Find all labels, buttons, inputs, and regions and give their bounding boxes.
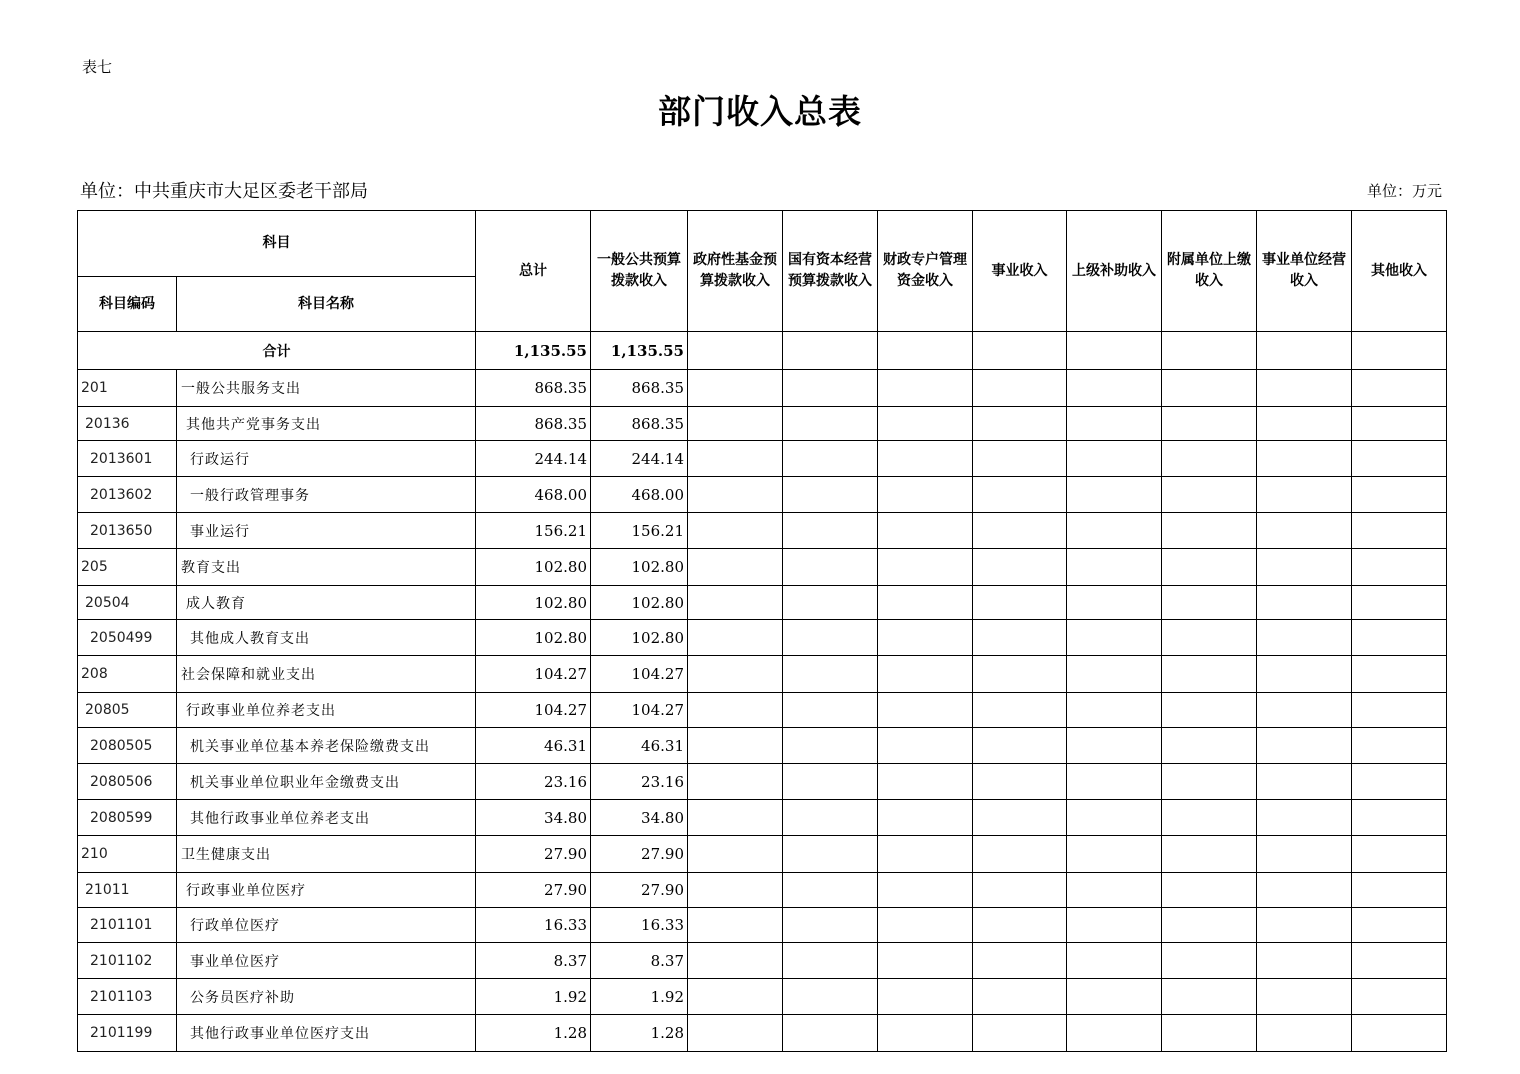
empty-cell [1352, 332, 1447, 370]
empty-cell [1352, 979, 1447, 1015]
row-total: 156.21 [476, 513, 591, 549]
empty-cell [1352, 477, 1447, 513]
empty-cell [1257, 728, 1352, 764]
empty-cell [1352, 873, 1447, 908]
empty-cell [688, 943, 783, 979]
empty-cell [1067, 728, 1162, 764]
empty-cell [1067, 873, 1162, 908]
empty-cell [688, 586, 783, 620]
empty-cell [1352, 407, 1447, 441]
row-total: 27.90 [476, 873, 591, 908]
empty-cell [783, 656, 878, 693]
unit-label: 单位：万元 [1366, 182, 1442, 200]
subject-name: 一般行政管理事务 [177, 477, 476, 513]
subject-code: 20504 [78, 586, 177, 620]
empty-cell [878, 370, 973, 407]
subject-name: 事业运行 [177, 513, 476, 549]
table-row [78, 873, 1447, 908]
empty-cell [688, 728, 783, 764]
empty-cell [783, 407, 878, 441]
empty-cell [1162, 943, 1257, 979]
header-row-1 [78, 211, 1447, 277]
empty-cell [783, 728, 878, 764]
empty-cell [878, 873, 973, 908]
empty-cell [783, 693, 878, 728]
empty-cell [878, 836, 973, 873]
empty-cell [783, 908, 878, 943]
total-row-general: 1,135.55 [591, 332, 688, 370]
empty-cell [973, 943, 1067, 979]
empty-cell [1162, 513, 1257, 549]
empty-cell [688, 873, 783, 908]
row-general-budget: 244.14 [591, 441, 688, 477]
empty-cell [1257, 549, 1352, 586]
empty-cell [1162, 620, 1257, 656]
empty-cell [1067, 764, 1162, 800]
empty-cell [973, 836, 1067, 873]
empty-cell [1162, 370, 1257, 407]
empty-cell [1162, 693, 1257, 728]
subject-code: 2080506 [78, 764, 177, 800]
subject-code: 2101199 [78, 1015, 177, 1052]
empty-cell [1257, 513, 1352, 549]
empty-cell [1162, 979, 1257, 1015]
empty-cell [1352, 441, 1447, 477]
empty-cell [1257, 407, 1352, 441]
empty-cell [1352, 836, 1447, 873]
row-general-budget: 46.31 [591, 728, 688, 764]
subject-name: 事业单位医疗 [177, 943, 476, 979]
empty-cell [878, 586, 973, 620]
table-row [78, 979, 1447, 1015]
empty-cell [1162, 1015, 1257, 1052]
row-general-budget: 104.27 [591, 656, 688, 693]
table-row [78, 586, 1447, 620]
empty-cell [688, 549, 783, 586]
table-row [78, 407, 1447, 441]
empty-cell [1352, 764, 1447, 800]
empty-cell [878, 656, 973, 693]
header-other-income: 其他收入 [1352, 211, 1447, 332]
empty-cell [1067, 979, 1162, 1015]
subject-name: 行政事业单位养老支出 [177, 693, 476, 728]
empty-cell [1257, 908, 1352, 943]
empty-cell [1067, 477, 1162, 513]
empty-cell [973, 656, 1067, 693]
empty-cell [1257, 586, 1352, 620]
total-row-total: 1,135.55 [476, 332, 591, 370]
subject-code: 210 [78, 836, 177, 873]
empty-cell [973, 764, 1067, 800]
empty-cell [1067, 1015, 1162, 1052]
empty-cell [1352, 1015, 1447, 1052]
subject-code: 205 [78, 549, 177, 586]
table-row [78, 908, 1447, 943]
empty-cell [1257, 620, 1352, 656]
subject-name: 一般公共服务支出 [177, 370, 476, 407]
empty-cell [1067, 800, 1162, 836]
empty-cell [688, 332, 783, 370]
empty-cell [1257, 1015, 1352, 1052]
subject-code: 2101102 [78, 943, 177, 979]
subject-name: 其他成人教育支出 [177, 620, 476, 656]
empty-cell [688, 764, 783, 800]
subject-name: 教育支出 [177, 549, 476, 586]
empty-cell [1352, 656, 1447, 693]
empty-cell [1067, 513, 1162, 549]
subject-code: 21011 [78, 873, 177, 908]
table-row [78, 836, 1447, 873]
row-total: 46.31 [476, 728, 591, 764]
row-general-budget: 1.92 [591, 979, 688, 1015]
empty-cell [783, 1015, 878, 1052]
empty-cell [688, 836, 783, 873]
empty-cell [878, 728, 973, 764]
empty-cell [783, 549, 878, 586]
empty-cell [783, 620, 878, 656]
empty-cell [1352, 908, 1447, 943]
empty-cell [1162, 800, 1257, 836]
empty-cell [783, 477, 878, 513]
table-row [78, 1015, 1447, 1052]
row-general-budget: 27.90 [591, 873, 688, 908]
empty-cell [878, 908, 973, 943]
row-total: 102.80 [476, 586, 591, 620]
row-general-budget: 156.21 [591, 513, 688, 549]
empty-cell [973, 586, 1067, 620]
empty-cell [973, 873, 1067, 908]
empty-cell [1162, 873, 1257, 908]
empty-cell [878, 441, 973, 477]
subject-code: 2101103 [78, 979, 177, 1015]
empty-cell [783, 513, 878, 549]
empty-cell [1067, 586, 1162, 620]
organization-label: 单位：中共重庆市大足区委老干部局 [80, 181, 368, 202]
empty-cell [688, 1015, 783, 1052]
empty-cell [1162, 407, 1257, 441]
row-general-budget: 16.33 [591, 908, 688, 943]
empty-cell [973, 441, 1067, 477]
empty-cell [1162, 728, 1257, 764]
subject-code: 208 [78, 656, 177, 693]
subject-code: 2050499 [78, 620, 177, 656]
empty-cell [1067, 407, 1162, 441]
row-total: 104.27 [476, 693, 591, 728]
empty-cell [1257, 979, 1352, 1015]
empty-cell [688, 407, 783, 441]
empty-cell [1067, 549, 1162, 586]
empty-cell [1067, 693, 1162, 728]
empty-cell [783, 943, 878, 979]
table-row [78, 620, 1447, 656]
row-total: 868.35 [476, 370, 591, 407]
empty-cell [783, 586, 878, 620]
subject-name: 社会保障和就业支出 [177, 656, 476, 693]
empty-cell [1067, 441, 1162, 477]
subject-name: 其他共产党事务支出 [177, 407, 476, 441]
empty-cell [973, 800, 1067, 836]
header-name: 科目名称 [177, 277, 476, 332]
empty-cell [1352, 513, 1447, 549]
empty-cell [878, 800, 973, 836]
empty-cell [1257, 477, 1352, 513]
row-general-budget: 102.80 [591, 586, 688, 620]
subject-code: 2013601 [78, 441, 177, 477]
empty-cell [688, 979, 783, 1015]
subject-name: 公务员医疗补助 [177, 979, 476, 1015]
empty-cell [1257, 441, 1352, 477]
empty-cell [878, 549, 973, 586]
empty-cell [973, 513, 1067, 549]
empty-cell [973, 370, 1067, 407]
empty-cell [1067, 908, 1162, 943]
row-general-budget: 102.80 [591, 620, 688, 656]
empty-cell [1162, 586, 1257, 620]
empty-cell [1257, 800, 1352, 836]
subject-code: 201 [78, 370, 177, 407]
subject-name: 卫生健康支出 [177, 836, 476, 873]
empty-cell [688, 513, 783, 549]
row-total: 102.80 [476, 549, 591, 586]
header-special-fund: 财政专户管理资金收入 [878, 211, 973, 332]
empty-cell [1352, 620, 1447, 656]
empty-cell [1067, 332, 1162, 370]
subject-name: 行政单位医疗 [177, 908, 476, 943]
header-general-budget: 一般公共预算拨款收入 [591, 211, 688, 332]
row-general-budget: 23.16 [591, 764, 688, 800]
empty-cell [878, 979, 973, 1015]
empty-cell [688, 800, 783, 836]
row-total: 34.80 [476, 800, 591, 836]
empty-cell [973, 332, 1067, 370]
empty-cell [878, 693, 973, 728]
empty-cell [1257, 332, 1352, 370]
empty-cell [1352, 800, 1447, 836]
empty-cell [1352, 728, 1447, 764]
empty-cell [783, 836, 878, 873]
subject-code: 2101101 [78, 908, 177, 943]
empty-cell [973, 728, 1067, 764]
table-row [78, 693, 1447, 728]
empty-cell [973, 620, 1067, 656]
empty-cell [1067, 656, 1162, 693]
header-superior-subsidy: 上级补助收入 [1067, 211, 1162, 332]
empty-cell [1162, 549, 1257, 586]
row-total: 468.00 [476, 477, 591, 513]
empty-cell [1162, 477, 1257, 513]
empty-cell [973, 979, 1067, 1015]
empty-cell [688, 693, 783, 728]
empty-cell [688, 370, 783, 407]
header-subject: 科目 [78, 211, 476, 277]
table-row [78, 441, 1447, 477]
empty-cell [1162, 908, 1257, 943]
empty-cell [878, 620, 973, 656]
empty-cell [783, 979, 878, 1015]
empty-cell [1257, 656, 1352, 693]
empty-cell [1162, 441, 1257, 477]
table-row [78, 370, 1447, 407]
row-total: 104.27 [476, 656, 591, 693]
empty-cell [1257, 764, 1352, 800]
empty-cell [1352, 693, 1447, 728]
row-total: 23.16 [476, 764, 591, 800]
empty-cell [1352, 586, 1447, 620]
subject-name: 行政事业单位医疗 [177, 873, 476, 908]
empty-cell [783, 873, 878, 908]
table-row [78, 549, 1447, 586]
empty-cell [1257, 836, 1352, 873]
empty-cell [783, 441, 878, 477]
row-general-budget: 868.35 [591, 407, 688, 441]
empty-cell [878, 513, 973, 549]
subject-code: 2013602 [78, 477, 177, 513]
empty-cell [1352, 943, 1447, 979]
empty-cell [1162, 332, 1257, 370]
total-row [78, 332, 1447, 370]
empty-cell [878, 477, 973, 513]
row-total: 1.28 [476, 1015, 591, 1052]
subject-name: 机关事业单位基本养老保险缴费支出 [177, 728, 476, 764]
subject-name: 行政运行 [177, 441, 476, 477]
row-general-budget: 8.37 [591, 943, 688, 979]
row-general-budget: 868.35 [591, 370, 688, 407]
empty-cell [1162, 764, 1257, 800]
row-total: 16.33 [476, 908, 591, 943]
table-row [78, 513, 1447, 549]
empty-cell [783, 800, 878, 836]
empty-cell [878, 764, 973, 800]
empty-cell [783, 370, 878, 407]
empty-cell [878, 943, 973, 979]
empty-cell [878, 407, 973, 441]
empty-cell [1162, 836, 1257, 873]
subject-code: 2080599 [78, 800, 177, 836]
row-total: 8.37 [476, 943, 591, 979]
row-total: 27.90 [476, 836, 591, 873]
subject-code: 2080505 [78, 728, 177, 764]
empty-cell [1162, 656, 1257, 693]
empty-cell [688, 908, 783, 943]
subject-name: 成人教育 [177, 586, 476, 620]
empty-cell [878, 332, 973, 370]
header-business-income: 事业收入 [973, 211, 1067, 332]
empty-cell [688, 441, 783, 477]
row-general-budget: 468.00 [591, 477, 688, 513]
row-total: 1.92 [476, 979, 591, 1015]
page-title: 部门收入总表 [658, 92, 862, 131]
header-gov-fund: 政府性基金预算拨款收入 [688, 211, 783, 332]
row-general-budget: 102.80 [591, 549, 688, 586]
table-row [78, 800, 1447, 836]
subject-code: 20136 [78, 407, 177, 441]
empty-cell [973, 693, 1067, 728]
empty-cell [783, 764, 878, 800]
empty-cell [1352, 549, 1447, 586]
header-state-capital: 国有资本经营预算拨款收入 [783, 211, 878, 332]
subject-name: 其他行政事业单位养老支出 [177, 800, 476, 836]
empty-cell [973, 908, 1067, 943]
empty-cell [973, 407, 1067, 441]
row-total: 244.14 [476, 441, 591, 477]
table-row [78, 477, 1447, 513]
empty-cell [688, 477, 783, 513]
table-row [78, 656, 1447, 693]
total-label: 合计 [78, 332, 476, 370]
empty-cell [1257, 873, 1352, 908]
table-row [78, 943, 1447, 979]
empty-cell [688, 620, 783, 656]
row-general-budget: 1.28 [591, 1015, 688, 1052]
row-general-budget: 27.90 [591, 836, 688, 873]
empty-cell [1257, 370, 1352, 407]
row-general-budget: 104.27 [591, 693, 688, 728]
row-total: 102.80 [476, 620, 591, 656]
empty-cell [1257, 943, 1352, 979]
empty-cell [1067, 620, 1162, 656]
row-general-budget: 34.80 [591, 800, 688, 836]
empty-cell [1067, 943, 1162, 979]
header-total: 总计 [476, 211, 591, 332]
empty-cell [973, 477, 1067, 513]
header-affiliated-income: 附属单位上缴收入 [1162, 211, 1257, 332]
empty-cell [973, 1015, 1067, 1052]
table-row [78, 764, 1447, 800]
header-code: 科目编码 [78, 277, 177, 332]
table-row [78, 728, 1447, 764]
empty-cell [973, 549, 1067, 586]
subject-name: 机关事业单位职业年金缴费支出 [177, 764, 476, 800]
income-summary-table [77, 210, 1447, 1052]
subject-name: 其他行政事业单位医疗支出 [177, 1015, 476, 1052]
empty-cell [878, 1015, 973, 1052]
empty-cell [1352, 370, 1447, 407]
row-total: 868.35 [476, 407, 591, 441]
subject-code: 2013650 [78, 513, 177, 549]
empty-cell [1067, 370, 1162, 407]
empty-cell [783, 332, 878, 370]
empty-cell [688, 656, 783, 693]
empty-cell [1067, 836, 1162, 873]
subject-code: 20805 [78, 693, 177, 728]
empty-cell [1257, 693, 1352, 728]
header-operation-income: 事业单位经营收入 [1257, 211, 1352, 332]
table-number: 表七 [82, 58, 113, 76]
